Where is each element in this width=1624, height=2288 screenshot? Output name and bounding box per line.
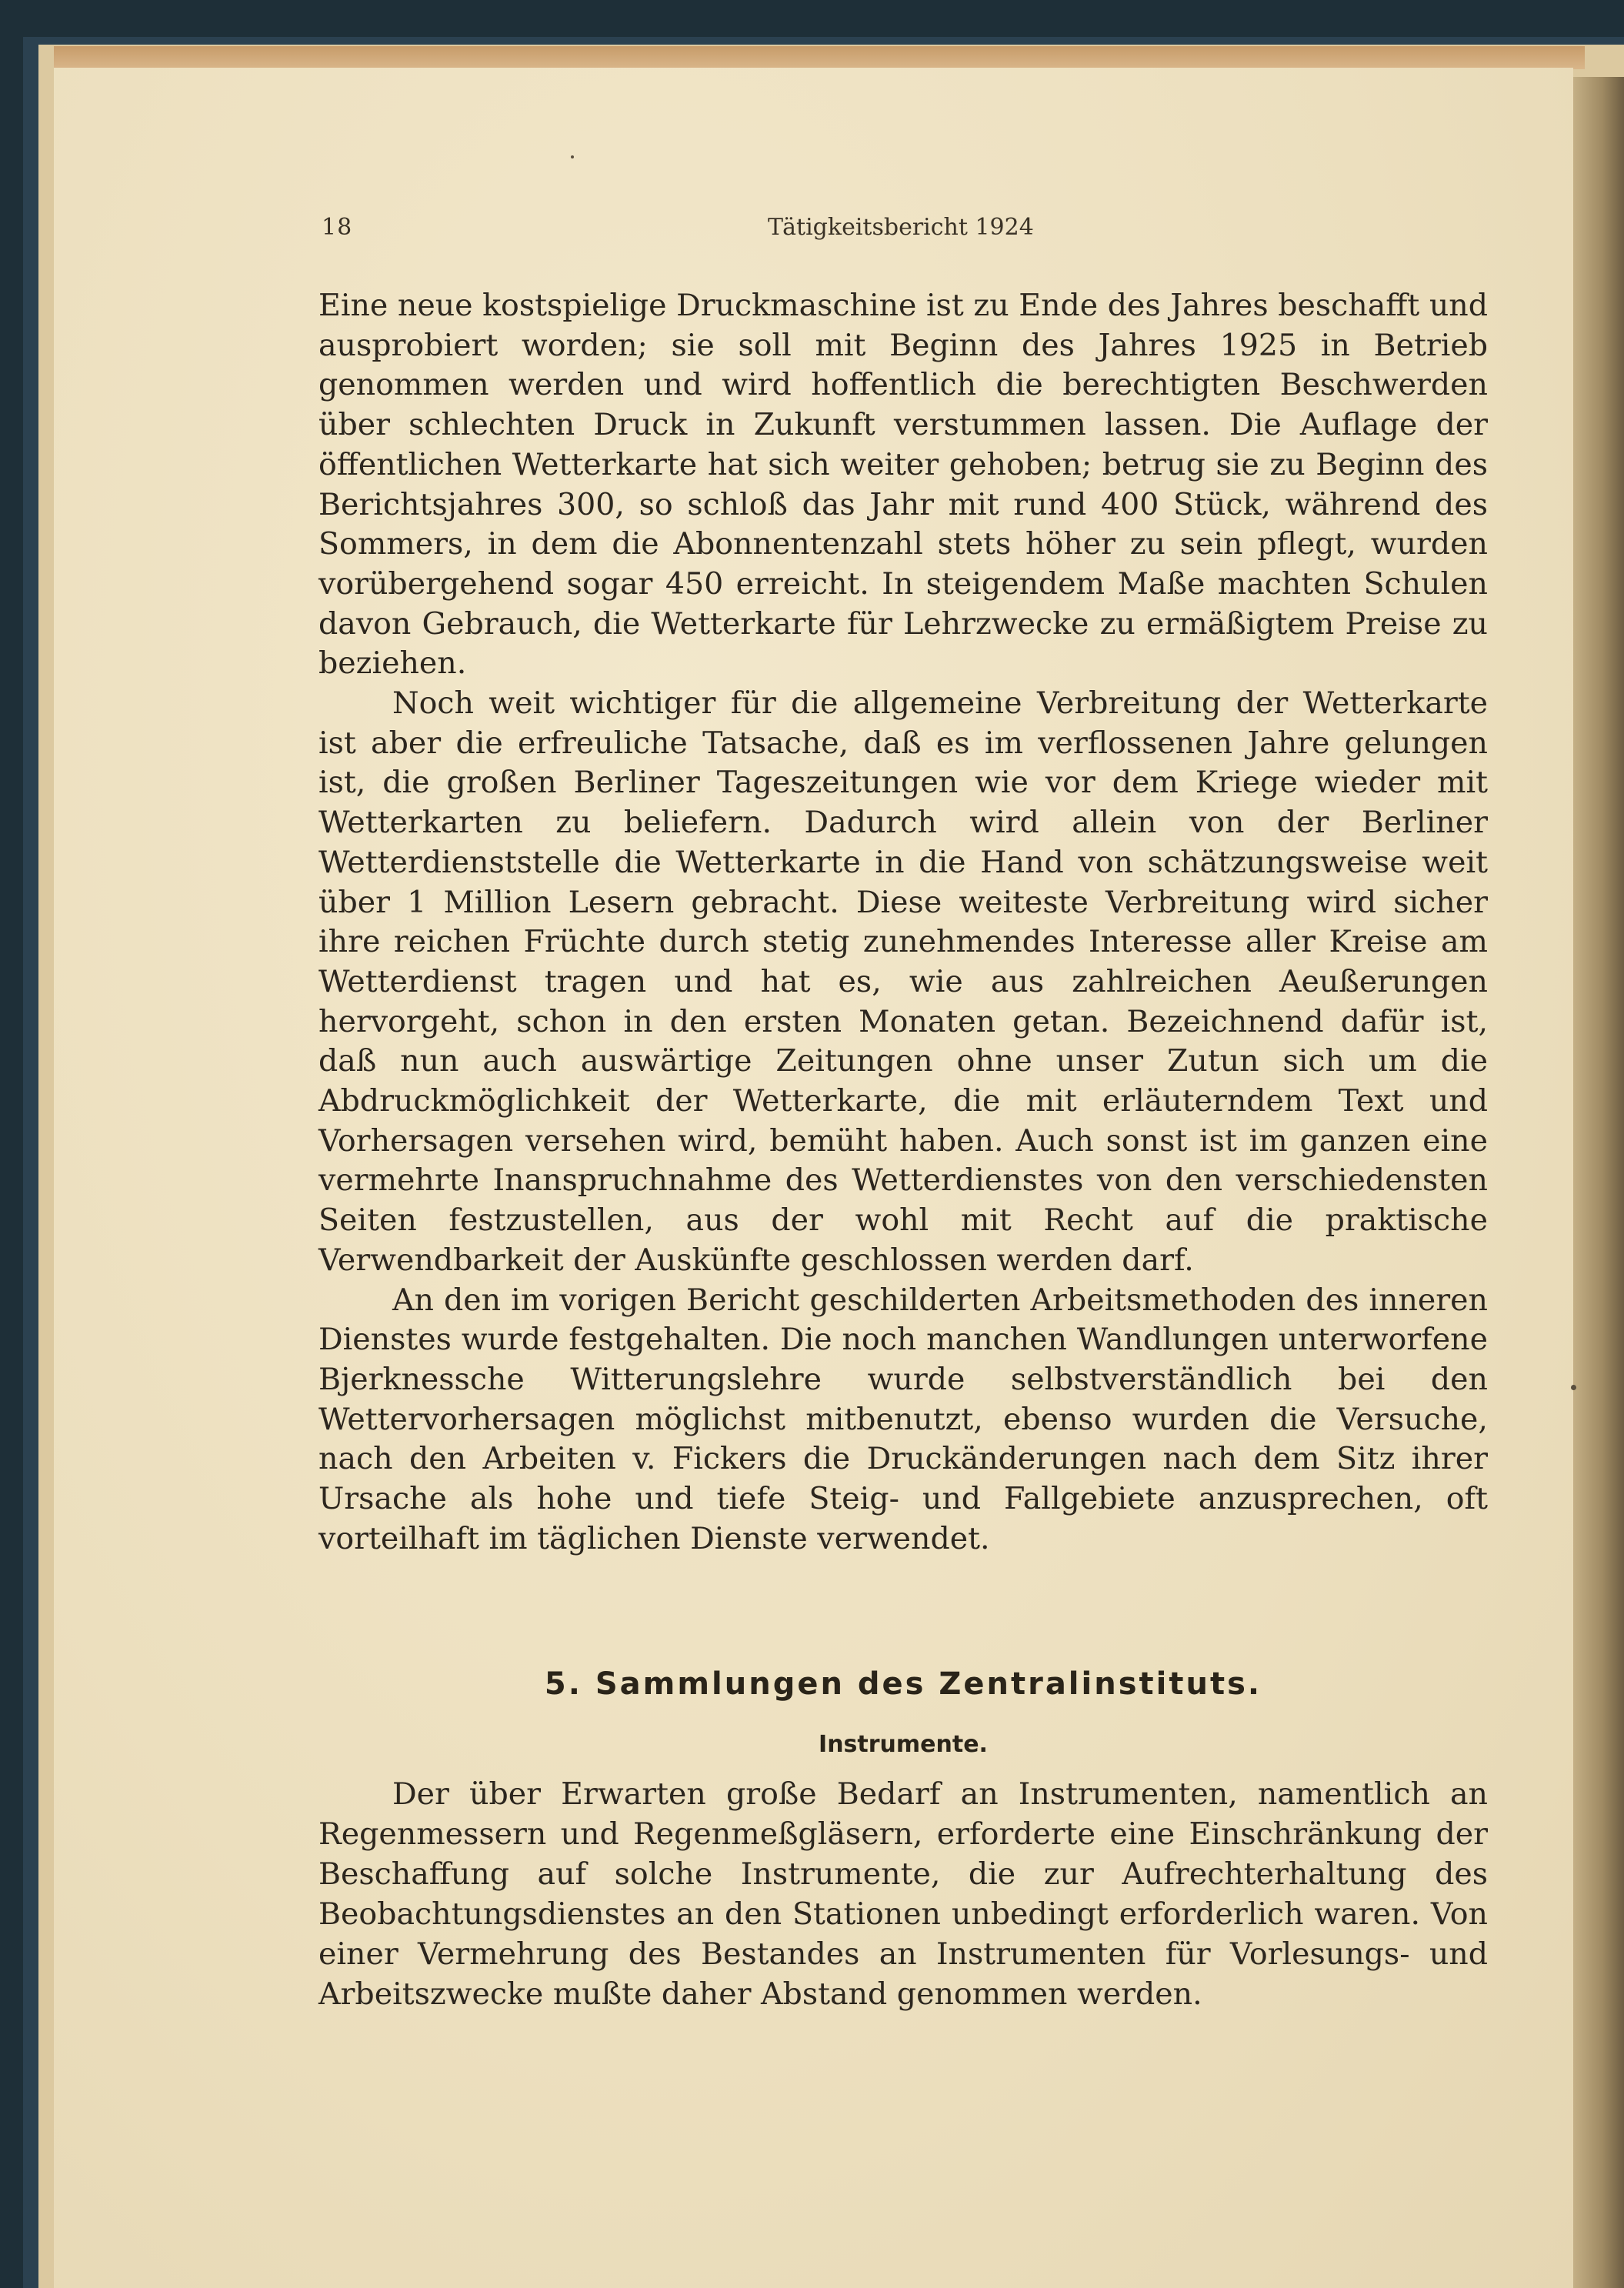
page-top-edge	[54, 46, 1585, 69]
page-header	[322, 214, 1491, 252]
running-title: Tätigkeitsbericht 1924	[768, 214, 1034, 241]
paragraph: Noch weit wichtiger für die allgemeine Verbreitung der Wetterkarte ist aber die erfreuliche Tatsache, daß es im verflossenen Jahre gelungen ist, die großen Berliner Tageszeitungen wie vor dem Kriege wieder mit Wetterkarten zu beliefern. Dadurch wird allein von der Berliner Wetterdienststelle die Wetterkarte in die Hand von schätzungsweise weit über 1 Million Lesern gebracht. Diese weiteste Verbreitung wird sicher ihre reichen Früchte durch stetig zunehmendes Interesse aller Kreise am Wetterdienst tragen und hat es, wie aus zahlreichen Aeußerungen hervorgeht, schon in den ersten Monaten getan. Bezeichnend dafür ist, daß nun auch auswärtige Zeitungen ohne unser Zutun sich um die Abdruckmöglichkeit der Wetterkarte, die mit erläuterndem Text und Vorhersagen versehen wird, bemüht haben. Auch sonst ist im ganzen eine vermehrte Inanspruchnahme des Wetterdienstes von den verschiedensten Seiten festzustellen, aus der wohl mit Recht auf die praktische Verwendbarkeit der Auskünfte geschlossen werden darf.	[318, 685, 1488, 1278]
margin-speck	[1571, 1385, 1576, 1390]
paragraph: Der über Erwarten große Bedarf an Instrumenten, namentlich an Regenmessern und Regenmeßgläsern, erforderte eine Einschränkung der Beschaffung auf solche Instrumente, die zur Aufrechterhaltung des Beobachtungsdienstes an den Stationen unbedingt erforderlich waren. Von einer Vermehrung des Bestandes an Instrumenten für Vorlesungs- und Arbeitszwecke mußte daher Abstand genommen werden.	[318, 1776, 1488, 2012]
paragraph: An den im vorigen Bericht geschilderten Arbeitsmethoden des inneren Dienstes wurde festgehalten. Die noch manchen Wandlungen unterworfene Bjerknessche Witterungslehre wurde selbstverständlich bei den Wettervorhersagen möglichst mitbenutzt, ebenso wurden die Versuche, nach den Arbeiten v. Fickers die Druckänderungen nach dem Sitz ihrer Ursache als hohe und tiefe Steig- und Fallgebiete anzusprechen, oft vorteilhaft im täglichen Dienste verwendet.	[318, 1282, 1488, 1556]
page-number: 18	[322, 214, 353, 241]
book-binding	[1569, 77, 1624, 2288]
section-heading: 5. Sammlungen des Zentralinstituts.	[544, 1666, 1262, 1702]
paragraph: Eine neue kostspielige Druckmaschine ist zu Ende des Jahres beschafft und ausprobiert worden; sie soll mit Beginn des Jahres 1925 in Betrieb genommen werden und wird hoffentlich die berechtigten Beschwerden über schlechten Druck in Zukunft verstummen lassen. Die Auflage der öffentlichen Wetterkarte hat sich weiter gehoben; betrug sie zu Beginn des Berichtsjahres 300, so schloß das Jahr mit rund 400 Stück, während des Sommers, in dem die Abonnentenzahl stets höher zu sein pflegt, wurden vorübergehend sogar 450 erreicht. In steigendem Maße machten Schulen davon Gebrauch, die Wetterkarte für Lehrzwecke zu ermäßigtem Preise zu beziehen.	[318, 288, 1488, 682]
section-text	[318, 1774, 1488, 2014]
margin-speck	[571, 155, 574, 158]
main-text	[318, 286, 1488, 1559]
section-subheading: Instrumente.	[819, 1731, 988, 1758]
